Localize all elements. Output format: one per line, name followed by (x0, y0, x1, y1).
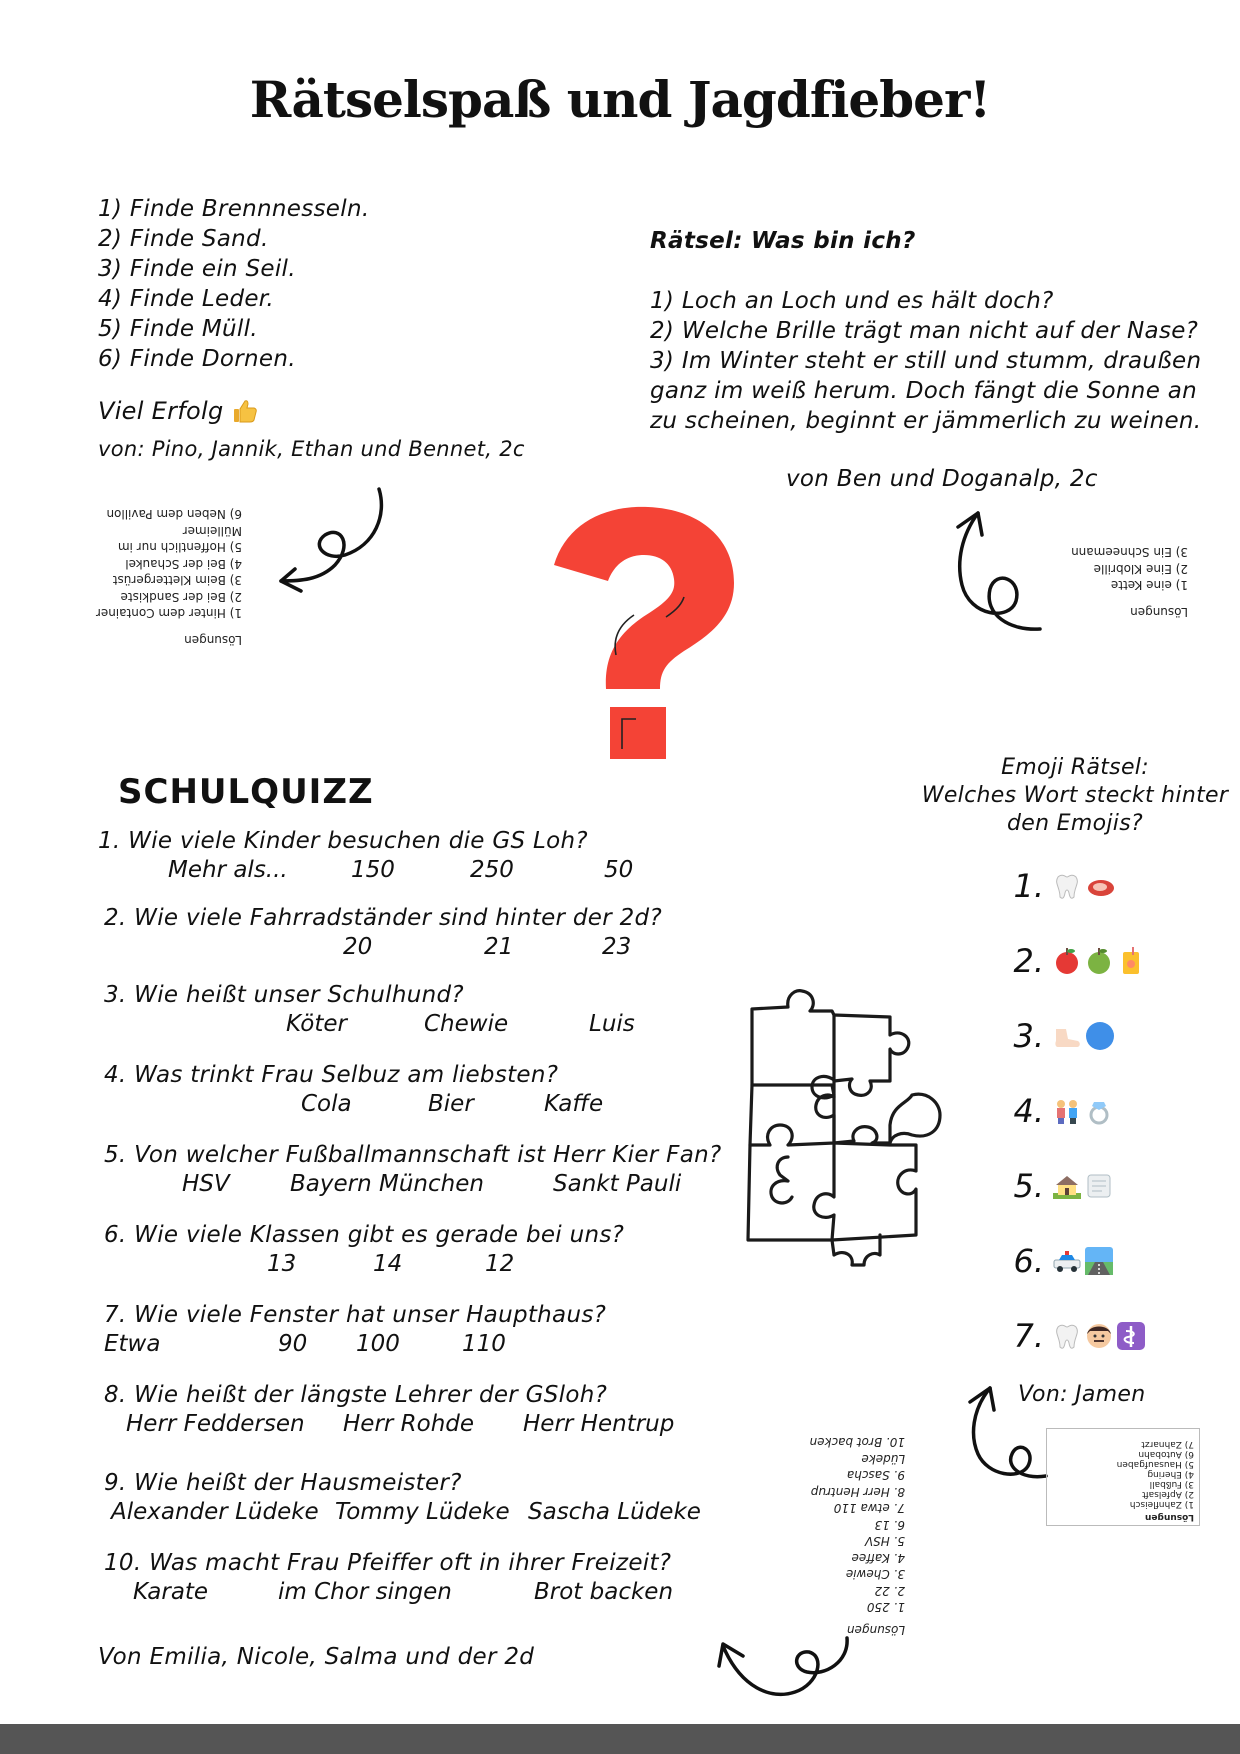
quiz-options (98, 933, 738, 962)
quiz-option: HSV (182, 1171, 230, 1197)
quiz-options (98, 1010, 738, 1039)
solutions-title: Lösungen (1130, 605, 1188, 619)
ring-icon (1084, 1096, 1114, 1126)
quiz-questions (98, 827, 738, 1607)
quiz-heading: SCHULQUIZZ (118, 772, 374, 812)
emoji-title (920, 754, 1230, 838)
quiz-options (98, 1090, 738, 1119)
quiz-option: 13 (267, 1251, 297, 1277)
emoji-row (1000, 866, 1146, 906)
list-item: 3) Finde ein Seil. (98, 256, 296, 282)
quiz-option: 23 (602, 934, 632, 960)
scavenger-solutions (92, 498, 242, 648)
solutions-title: Lösungen (1144, 1512, 1194, 1522)
quiz-option: Brot backen (534, 1579, 674, 1605)
emoji-authors: Von: Jamen (1018, 1382, 1146, 1407)
riddle-line: 3) Im Winter steht er still und stumm, draußen (650, 348, 1202, 374)
solution-item: 7. etwa 110 (833, 1501, 905, 1516)
thumbs-up-icon (232, 398, 258, 424)
quiz-question: 3. Wie heißt unser Schulhund? (104, 982, 464, 1008)
question-mark-icon (548, 505, 738, 760)
solution-item: 5. HSV (864, 1534, 905, 1549)
juice-box-icon (1116, 946, 1146, 976)
quiz-option: 50 (604, 857, 634, 883)
solution-item: 3) Beim Klettergerüst (112, 573, 242, 588)
solution-item: 1) Hinter dem Container (95, 606, 242, 621)
quiz-option: Karate (133, 1579, 209, 1605)
solution-item: 4) Ehering (1147, 1469, 1194, 1479)
riddle-line: 2) Welche Brille trägt man nicht auf der Nase? (650, 318, 1199, 344)
solution-item: 2. 22 (874, 1584, 905, 1598)
list-item: 2) Finde Sand. (98, 226, 269, 252)
quiz-question: 1. Wie viele Kinder besuchen die GS Loh? (98, 828, 588, 854)
solutions-title: Lösungen (184, 633, 242, 647)
emoji-solutions-box (1046, 1428, 1200, 1526)
scavenger-authors: von: Pino, Jannik, Ethan und Bennet, 2c (98, 437, 525, 461)
red-apple-icon (1052, 946, 1082, 976)
emoji-title-line: Welches Wort steckt hinter (921, 783, 1229, 808)
solution-item: 6. 13 (874, 1518, 905, 1532)
emoji-row (1000, 941, 1146, 981)
page-footer-bar (0, 1724, 1240, 1754)
emoji-title-line: Emoji Rätsel: (1001, 755, 1149, 780)
quiz-option: 12 (485, 1251, 515, 1277)
green-apple-icon (1084, 946, 1114, 976)
quiz-option: Bayern München (290, 1171, 484, 1197)
solution-item: 4. Kaffee (851, 1551, 905, 1565)
riddle-line: ganz im weiß herum. Doch fängt die Sonne an (650, 378, 1198, 404)
quiz-option: Herr Rohde (343, 1411, 475, 1437)
quiz-options (98, 1498, 738, 1527)
emoji-title-line: den Emojis? (1007, 811, 1143, 836)
solution-item: 6) Neben dem Pavillon (106, 507, 242, 522)
quiz-options (98, 1410, 738, 1439)
quiz-option: Luis (589, 1011, 635, 1037)
solution-item: 2) Apfelsaft (1142, 1489, 1194, 1499)
quiz-option: Herr Hentrup (523, 1411, 675, 1437)
quiz-question: 4. Was trinkt Frau Selbuz am liebsten? (104, 1062, 559, 1088)
scavenger-list (98, 194, 618, 374)
quiz-option: 21 (484, 934, 514, 960)
quiz-option: 150 (351, 857, 395, 883)
emoji-row-number: 1. (1013, 867, 1044, 905)
quiz-option: im Chor singen (278, 1579, 452, 1605)
solution-item: 2) Eine Klobrille (1093, 562, 1188, 576)
solution-item: 1) eine Kette (1110, 578, 1188, 593)
emoji-row-number: 3. (1013, 1017, 1044, 1055)
quiz-option: 14 (373, 1251, 403, 1277)
solution-item: 3) Ein Schneemann (1071, 545, 1188, 560)
quiz-option: Cola (301, 1091, 352, 1117)
quiz-option: Köter (286, 1011, 347, 1037)
emoji-row-number: 4. (1013, 1092, 1044, 1130)
greeting-text: Viel Erfolg (98, 397, 224, 425)
emoji-row (1000, 1241, 1146, 1281)
quiz-option: Alexander Lüdeke (111, 1499, 319, 1525)
list-item: 1) Finde Brennnesseln. (98, 196, 370, 222)
list-item: 4) Finde Leder. (98, 286, 275, 312)
motorway-icon (1084, 1246, 1114, 1276)
quiz-question: 2. Wie viele Fahrradständer sind hinter der 2d? (104, 905, 662, 931)
solution-item: 1) Zahnfleisch (1129, 1499, 1194, 1509)
tooth-icon (1052, 871, 1082, 901)
quiz-options (98, 1330, 738, 1359)
quiz-option: Etwa (104, 1331, 161, 1357)
quiz-option: 100 (356, 1331, 400, 1357)
solution-item: Mülleimer (182, 524, 242, 538)
quiz-authors: Von Emilia, Nicole, Salma und der 2d (98, 1644, 535, 1670)
solution-item: 10. Brot backen (809, 1435, 905, 1450)
blue-circle-icon (1084, 1020, 1116, 1052)
solution-item: 5) Hoffentlich nur im (117, 540, 242, 555)
solution-item: 6) Autobahn (1138, 1449, 1194, 1459)
list-item: 6) Finde Dornen. (98, 346, 296, 372)
emoji-row-number: 2. (1013, 942, 1044, 980)
quiz-solutions (805, 1435, 905, 1638)
quiz-option: Herr Feddersen (126, 1411, 305, 1437)
couple-icon (1052, 1096, 1082, 1126)
emoji-row-number: 6. (1013, 1242, 1044, 1280)
riddle-line: zu scheinen, beginnt er jämmerlich zu weinen. (650, 408, 1202, 434)
quiz-option: Sascha Lüdeke (528, 1499, 701, 1525)
curly-arrow-icon (940, 505, 1050, 635)
curly-arrow-icon (950, 1380, 1050, 1490)
tooth-icon (1052, 1321, 1082, 1351)
foot-icon (1052, 1021, 1082, 1051)
quiz-option: Bier (428, 1091, 474, 1117)
solution-item: 3. Chewie (845, 1567, 905, 1582)
quiz-option: 110 (462, 1331, 506, 1357)
quiz-option: Chewie (424, 1011, 509, 1037)
quiz-question: 8. Wie heißt der längste Lehrer der GSloh? (104, 1382, 608, 1408)
quiz-option: Kaffe (544, 1091, 604, 1117)
quiz-option: 90 (278, 1331, 308, 1357)
emoji-row-number: 5. (1013, 1167, 1044, 1205)
solution-item: 2) Bei der Sandkiste (120, 590, 242, 604)
emoji-row (1000, 1316, 1146, 1356)
riddle-questions (650, 286, 1210, 436)
emoji-row (1000, 1166, 1146, 1206)
quiz-option: Tommy Lüdeke (335, 1499, 510, 1525)
list-item: 5) Finde Müll. (98, 316, 258, 342)
quiz-options (98, 1250, 738, 1279)
solution-item: 8. Herr Hentrup (810, 1485, 905, 1499)
police-car-icon (1052, 1246, 1082, 1276)
quiz-question: 7. Wie viele Fenster hat unser Haupthaus? (104, 1302, 607, 1328)
emoji-row (1000, 1016, 1146, 1056)
house-icon (1052, 1171, 1082, 1201)
riddle-line: 1) Loch an Loch und es hält doch? (650, 288, 1054, 314)
quiz-option: Mehr als... (168, 857, 288, 883)
quiz-question: 6. Wie viele Klassen gibt es gerade bei uns? (104, 1222, 625, 1248)
quiz-option: 20 (343, 934, 373, 960)
quiz-question: 10. Was macht Frau Pfeiffer oft in ihrer Freizeit? (104, 1550, 672, 1576)
solution-item: 9. Sascha Lüdeke (846, 1452, 905, 1483)
quiz-options (98, 1578, 738, 1607)
quiz-option: Sankt Pauli (553, 1171, 682, 1197)
puzzle-icon (740, 985, 955, 1270)
solution-item: 1. 250 (866, 1600, 905, 1615)
solution-item: 4) Bei der Schaukel (125, 557, 242, 571)
scavenger-greeting (98, 396, 258, 426)
riddle-authors: von Ben und Doganalp, 2c (786, 466, 1098, 492)
quiz-question: 9. Wie heißt der Hausmeister? (104, 1470, 462, 1496)
meat-icon (1086, 871, 1116, 901)
emoji-row (1000, 1091, 1146, 1131)
curly-arrow-icon (715, 1632, 855, 1704)
emoji-rows (1000, 866, 1146, 1356)
man-icon (1084, 1321, 1114, 1351)
page-title: Rätselspaß und Jagdfieber! (249, 70, 991, 129)
solution-item: 7) Zahnarzt (1141, 1439, 1194, 1449)
curly-arrow-icon (275, 485, 395, 600)
solution-item: 5) Hausaufgaben (1116, 1459, 1194, 1469)
solution-item: 3) Fußball (1149, 1479, 1194, 1489)
riddle-title: Rätsel: Was bin ich? (650, 228, 916, 254)
emoji-row-number: 7. (1013, 1317, 1044, 1355)
riddle-solutions (1058, 545, 1188, 620)
solutions-title: Lösungen (846, 1623, 905, 1637)
quiz-options (98, 856, 738, 885)
quiz-options (98, 1170, 738, 1199)
medical-symbol-icon (1116, 1321, 1146, 1351)
quiz-option: 250 (470, 857, 514, 883)
quiz-question: 5. Von welcher Fußballmannschaft ist Herr Kier Fan? (104, 1142, 722, 1168)
scroll-icon (1084, 1171, 1114, 1201)
